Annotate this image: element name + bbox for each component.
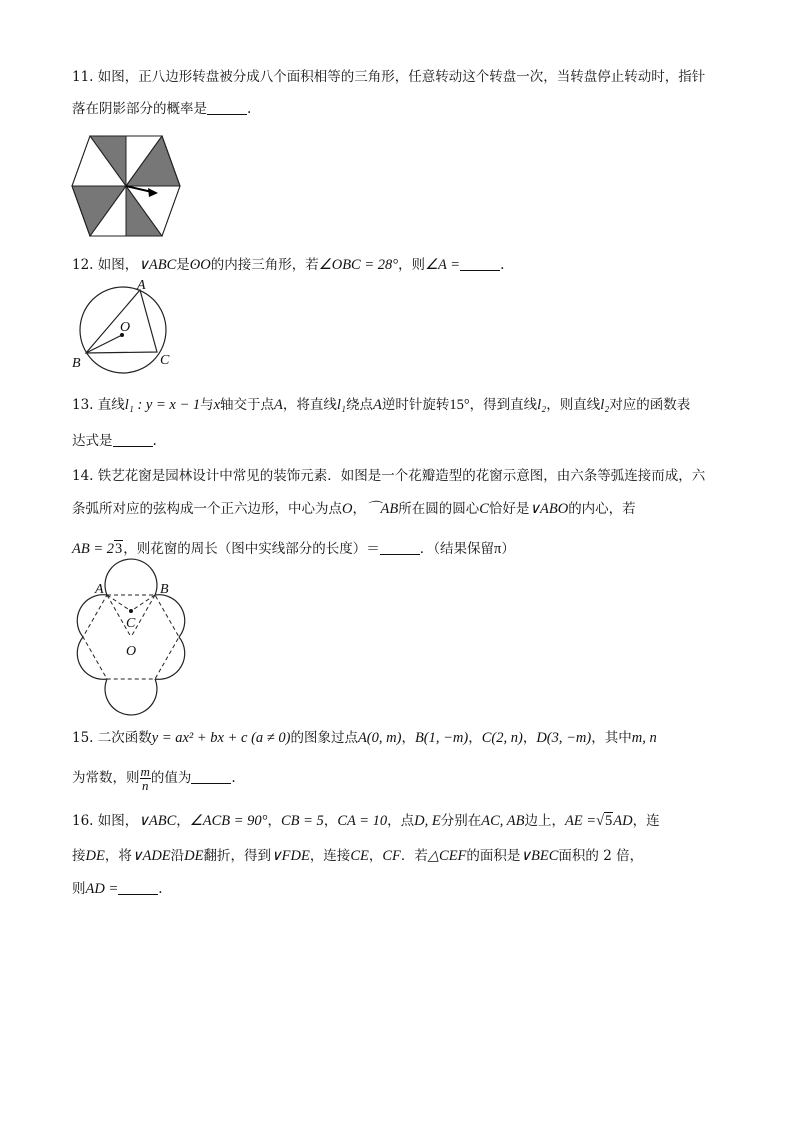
q14-line3: AB = 23，则花窗的周长（图中实线部分的长度）＝ ．（结果保留π） <box>72 541 515 557</box>
q14-line1: 14. 铁艺花窗是园林设计中常见的装饰元素．如图是一个花瓣造型的花窗示意图，由六条等弧连接而成，六 <box>72 468 706 484</box>
label-c: C <box>160 353 170 368</box>
label-o: O <box>126 644 137 659</box>
cb-length: CB = 5 <box>280 813 324 829</box>
label-a: A <box>137 278 146 293</box>
point-b: B(1, −m) <box>414 730 469 746</box>
sqrt-3: 3 <box>115 541 123 557</box>
fraction-m-over-n: $\frac{m}{n}$ <box>140 764 150 793</box>
q16-line3: 则AD = . <box>72 881 163 897</box>
q14-line2: 条弧所对应的弦构成一个正六边形，中心为点O，⌒AB所在圆的圆心C恰好是∨ABO的内心，若 <box>72 501 636 517</box>
q11-text: 落在阴影部分的概率是 <box>72 101 207 117</box>
line-l1-equation: l₁ : y = x − 1 <box>124 397 201 413</box>
label-c: C <box>126 616 136 631</box>
angle-a: ∠A = <box>425 257 461 273</box>
ca-length: CA = 10 <box>337 813 388 829</box>
point-c: C(2, n) <box>481 730 523 746</box>
incenter-c-dot <box>129 609 133 613</box>
q16-line1: 16. 如图，∨ABC，∠ACB = 90°，CB = 5，CA = 10，点D, E分别在AC, AB边上，AE =√5AD，连 <box>72 813 660 829</box>
q15-line1: 15. 二次函数y = ax² + bx + c (a ≠ 0)的图象过点A(0, m)，B(1, −m)，C(2, n)，D(3, −m)，其中m, n <box>72 730 657 746</box>
point-a: A(0, m) <box>357 730 402 746</box>
period: . <box>247 101 252 117</box>
sqrt-5: 5 <box>605 813 613 829</box>
label-b: B <box>72 356 81 371</box>
label-o: O <box>120 320 131 335</box>
triangle-abc: ∨ABC <box>138 257 177 273</box>
triangle-abo: ∨ABO <box>529 501 569 517</box>
answer-blank <box>118 880 158 895</box>
answer-blank <box>191 769 231 784</box>
q11-line1: 11. 如图，正八边形转盘被分成八个面积相等的三角形，任意转动这个转盘一次，当转盘停止转动时，指针 <box>72 69 706 85</box>
point-d: D(3, −m) <box>536 730 592 746</box>
circle-o: ʘO <box>189 257 211 273</box>
q13-line1: 13. 直线l₁ : y = x − 1与x轴交于点A，将直线l₁绕点A逆时针旋转15°，得到直线l₂，则直线l₂对应的函数表 <box>72 397 691 413</box>
label-b: B <box>160 582 169 597</box>
hexagon-dashed <box>83 595 179 679</box>
quadratic-function: y = ax² + bx + c (a ≠ 0) <box>151 730 291 746</box>
arc-ab: ⌒AB <box>365 501 399 517</box>
q12-line1: 12. 如图，∨ABC是ʘO的内接三角形，若∠OBC = 28°，则∠A = . <box>72 257 505 273</box>
rotation-angle: 15° <box>449 397 470 413</box>
q13-line2: 达式是 . <box>72 433 157 449</box>
q16-line2: 接DE，将∨ADE沿DE翻折，得到∨FDE，连接CE，CF．若△CEF的面积是∨BEC面积的 2 倍， <box>72 848 644 864</box>
petal-arcs <box>77 559 184 715</box>
angle-acb: ∠ACB = 90° <box>189 813 268 829</box>
ab-length: AB = 2 <box>72 541 114 557</box>
q15-line2: 为常数，则 $\frac{m}{n}$ 的值为 . <box>72 764 236 793</box>
label-a: A <box>95 582 104 597</box>
angle-condition: ∠OBC = 28° <box>318 257 399 273</box>
